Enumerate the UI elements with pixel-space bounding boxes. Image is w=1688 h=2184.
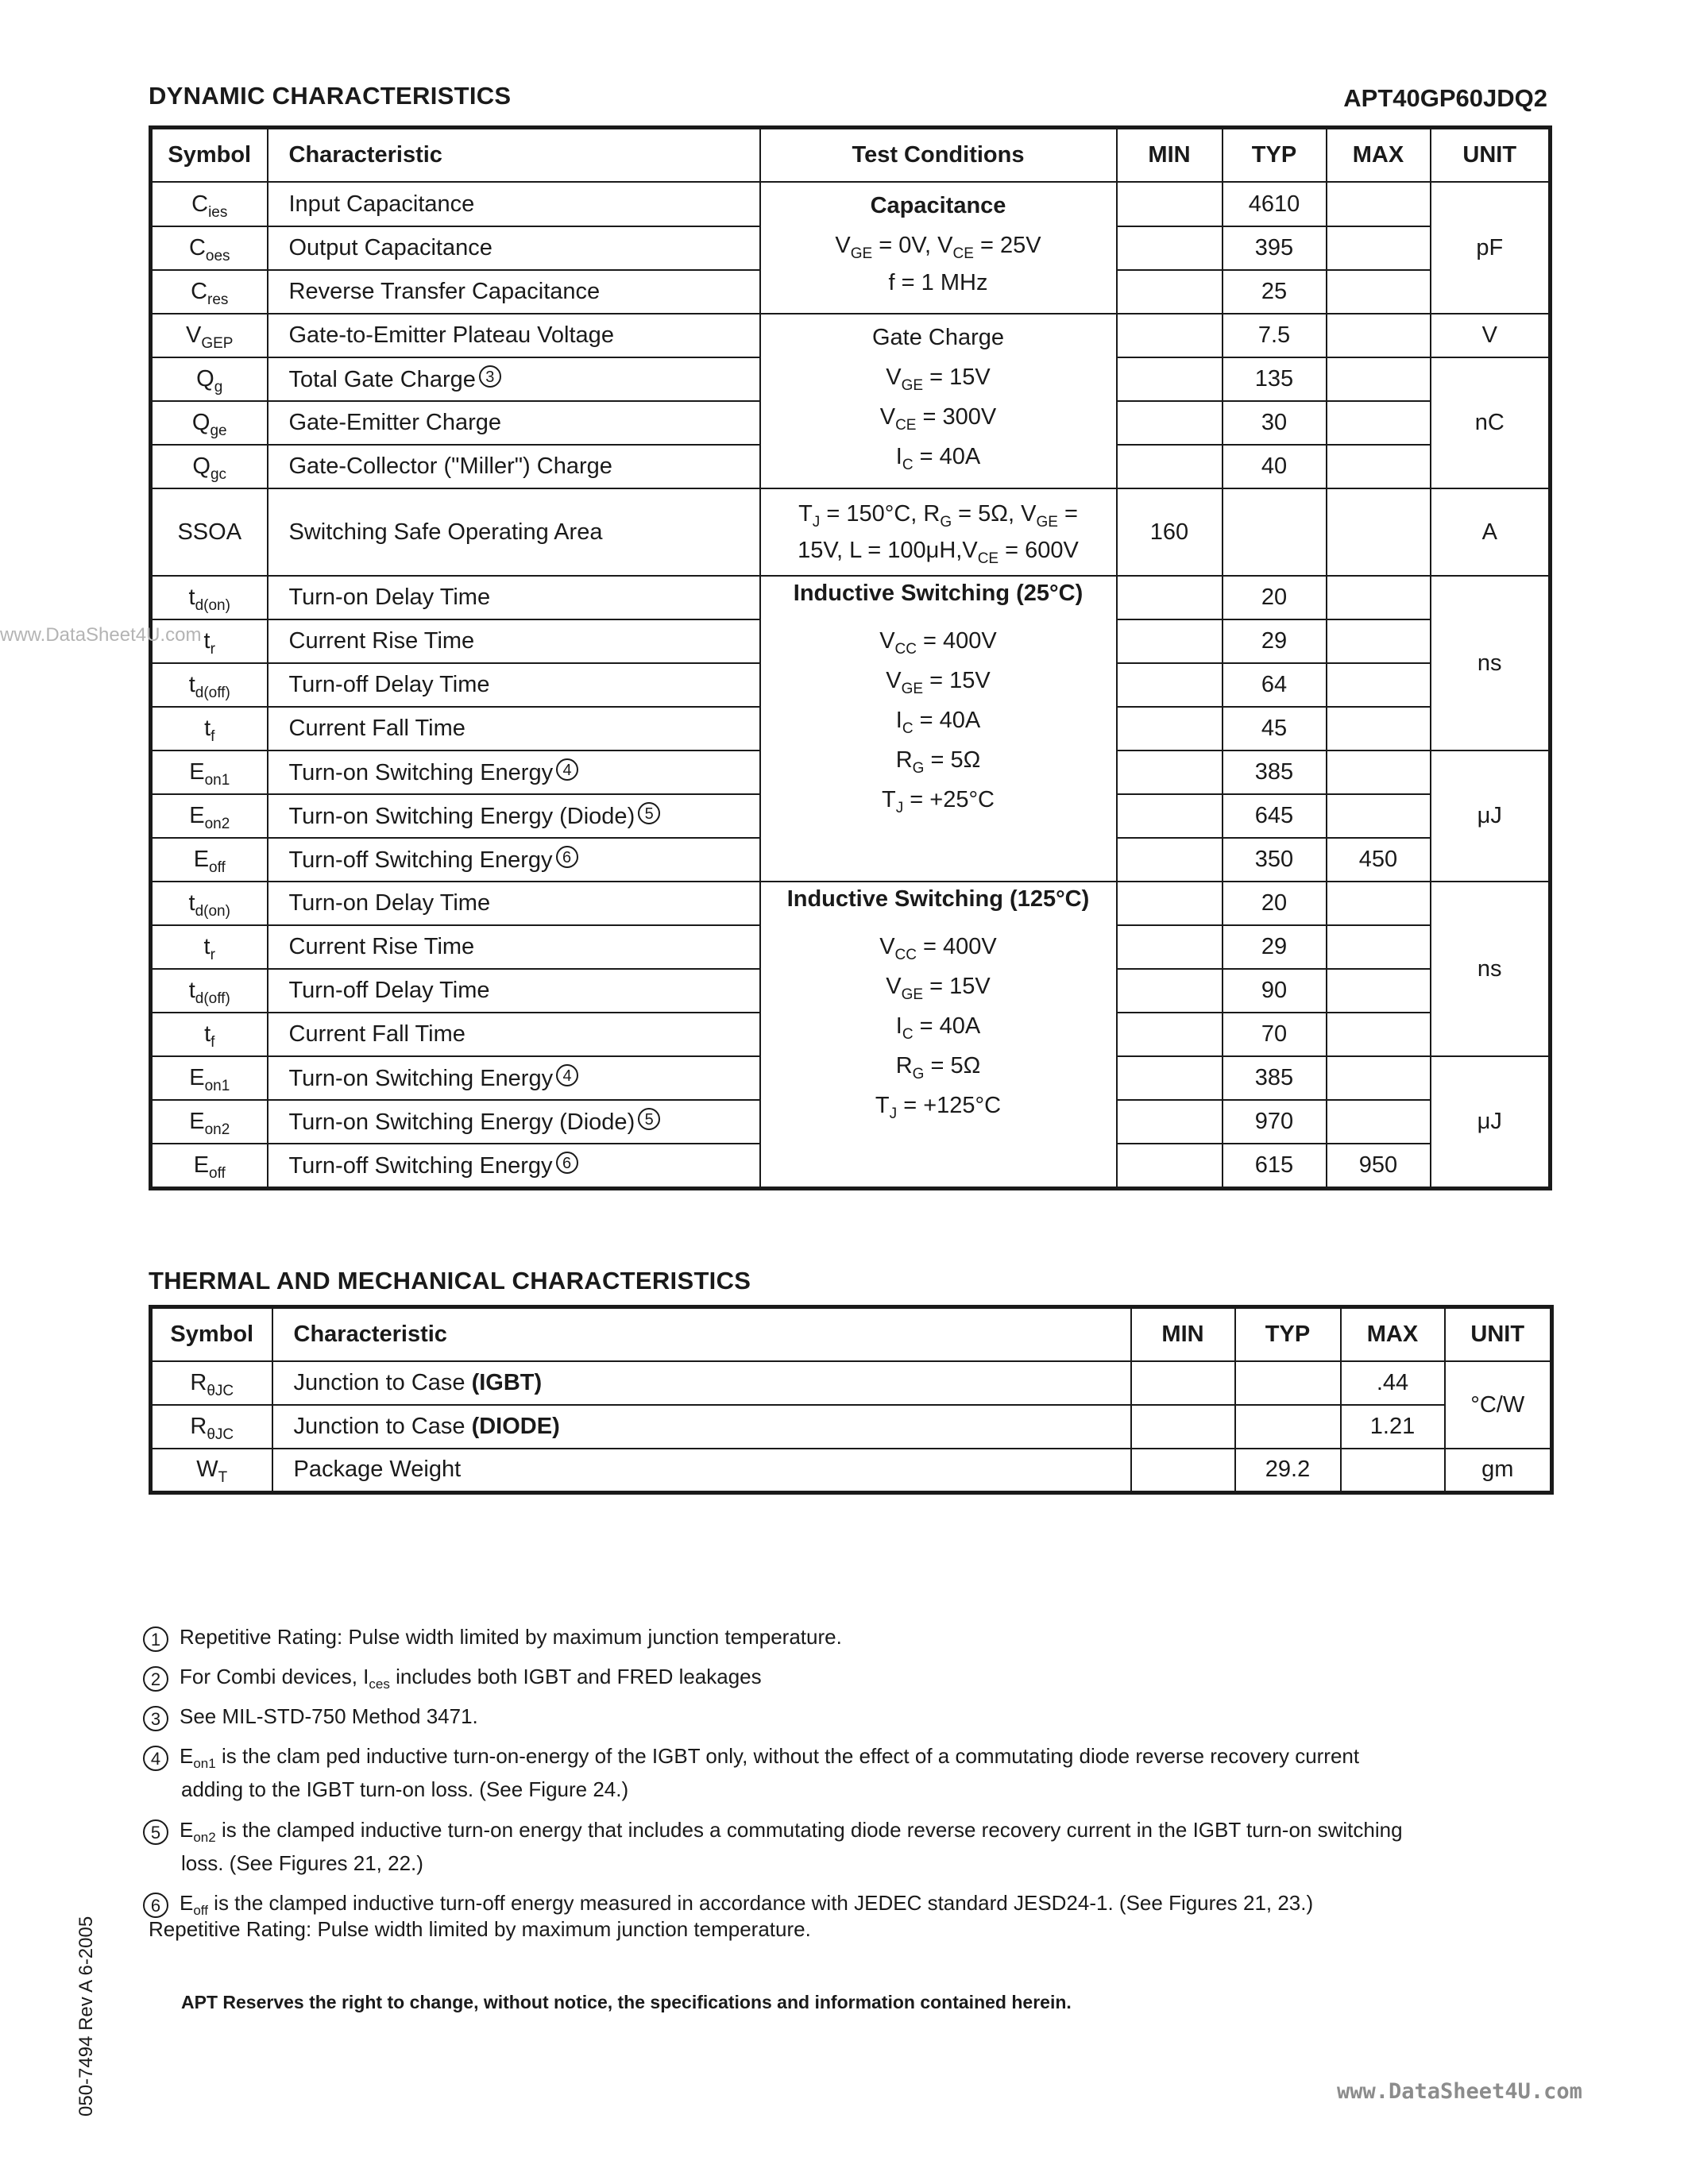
table-row: $C_{res}$ Reverse Transfer Capacitance 25 — [151, 270, 1551, 314]
table-row: $t_{d(on)}$ Turn-on Delay Time Inductive Switching (125°C) $V_{CC} = 400V$ $V_{GE} = 15V$ $I_C = 40A$ $R_G = 5\Omega$ $T_J = +125^\circ C$ 20 ns — [151, 882, 1551, 925]
note-5-icon: 5 — [638, 1108, 660, 1130]
footnote-4: 4 $E_{on1}$ is the clam ped inductive turn-on-energy of the IGBT only, without the effect of a commutating diode reverse recovery current adding to the IGBT turn-on loss. (See Figure 24.) — [143, 1739, 1359, 1806]
footnote-5: 5 $E_{on2}$ is the clamped inductive turn-on energy that includes a commutating diode reverse recovery current in the IGBT turn-on switching loss. (See Figures 21, 22.) — [143, 1813, 1403, 1880]
header-unit: UNIT — [1431, 128, 1551, 183]
note-3-icon: 3 — [479, 365, 501, 388]
table-header-row: Symbol Characteristic MIN TYP MAX UNIT — [151, 1307, 1552, 1362]
watermark-bottom: www.DataSheet4U.com — [1337, 2079, 1582, 2104]
note-6-icon: 6 — [143, 1893, 168, 1918]
unit-cell: μJ — [1431, 1056, 1551, 1188]
table-row: $Q_{gc}$ Gate-Collector ("Miller") Charge 40 — [151, 445, 1551, 488]
footnote-2: 2 For Combi devices, $I_{ces}$ includes both IGBT and FRED leakages — [143, 1660, 762, 1693]
part-number: APT40GP60JDQ2 — [1343, 84, 1547, 112]
unit-cell: ns — [1431, 882, 1551, 1056]
unit-cell: gm — [1445, 1449, 1552, 1492]
header-max: MAX — [1327, 128, 1431, 183]
table-row: $E_{on1}$ Turn-on Switching Energy 4 385 μJ — [151, 1056, 1551, 1100]
header-symbol: Symbol — [151, 128, 268, 183]
unit-cell: A — [1431, 488, 1551, 576]
inductive-25c-conditions: Inductive Switching (25°C) $V_{CC} = 400V$ $V_{GE} = 15V$ $I_C = 40A$ $R_G = 5\Omega$ $T_J = +25^\circ C$ — [760, 576, 1117, 882]
unit-cell: nC — [1431, 357, 1551, 488]
table-row: $t_{d(on)}$ Turn-on Delay Time Inductive Switching (25°C) $V_{CC} = 400V$ $V_{GE} = 15V$ $I_C = 40A$ $R_G = 5\Omega$ $T_J = +25^\circ C$ 20 ns — [151, 576, 1551, 619]
table-row: $t_r$ Current Rise Time 29 — [151, 925, 1551, 969]
characteristic-cell: Input Capacitance — [268, 182, 760, 226]
note-6-icon: 6 — [556, 846, 578, 868]
note-3-icon: 3 — [143, 1706, 168, 1731]
table-row: $E_{on2}$ Turn-on Switching Energy (Diode) 5 645 — [151, 794, 1551, 838]
symbol-cell: $C_{ies}$ — [151, 182, 268, 226]
table-row: $t_r$ Current Rise Time 29 — [151, 619, 1551, 663]
note-1-icon: 1 — [143, 1626, 168, 1652]
capacitance-conditions: Capacitance $V_{GE} = 0V$, $V_{CE} = 25V$ f = 1 MHz — [760, 182, 1117, 314]
unit-cell: °C/W — [1445, 1361, 1552, 1449]
table-row: $Q_{ge}$ Gate-Emitter Charge 30 — [151, 401, 1551, 445]
footnote-1: 1 Repetitive Rating: Pulse width limited by maximum junction temperature. — [143, 1620, 842, 1653]
table-row: $C_{oes}$ Output Capacitance 395 — [151, 226, 1551, 270]
table-row: $E_{off}$ Turn-off Switching Energy 6 350 450 — [151, 838, 1551, 882]
table-row: $R_{\theta JC}$ Junction to Case (DIODE) 1.21 — [151, 1405, 1552, 1449]
footnote-extra: Repetitive Rating: Pulse width limited by maximum junction temperature. — [149, 1917, 811, 1941]
table-row: $E_{off}$ Turn-off Switching Energy 6 615 950 — [151, 1144, 1551, 1188]
table-row: $t_f$ Current Fall Time 70 — [151, 1013, 1551, 1056]
table-row: $t_{d(off)}$ Turn-off Delay Time 90 — [151, 969, 1551, 1013]
table-row: $C_{ies}$ Input Capacitance Capacitance $V_{GE} = 0V$, $V_{CE} = 25V$ f = 1 MHz 4610 pF — [151, 182, 1551, 226]
table-row: $E_{on1}$ Turn-on Switching Energy 4 385 μJ — [151, 751, 1551, 794]
table-row: $V_{GEP}$ Gate-to-Emitter Plateau Voltage Gate Charge $V_{GE} = 15V$ $V_{CE} = 300V$ $I_C = 40A$ 7.5 V — [151, 314, 1551, 357]
table-row: $t_{d(off)}$ Turn-off Delay Time 64 — [151, 663, 1551, 707]
unit-cell: V — [1431, 314, 1551, 357]
header-typ: TYP — [1223, 128, 1327, 183]
dynamic-characteristics-table — [149, 125, 1552, 1190]
note-5-icon: 5 — [143, 1819, 168, 1845]
table-row: $R_{\theta JC}$ Junction to Case (IGBT) .44 °C/W — [151, 1361, 1552, 1405]
table-row: SSOA Switching Safe Operating Area $T_J = 150^\circ C$, $R_G = 5\Omega$, $V_{GE}$ = 15V, $L = 100\mu H,V_{CE} = 600V$ 160 A — [151, 488, 1551, 576]
gate-charge-conditions: Gate Charge $V_{GE} = 15V$ $V_{CE} = 300V$ $I_C = 40A$ — [760, 314, 1117, 488]
unit-cell: μJ — [1431, 751, 1551, 882]
table-row: $Q_g$ Total Gate Charge 3 135 nC — [151, 357, 1551, 401]
note-2-icon: 2 — [143, 1666, 168, 1692]
document-revision: 050-7494 Rev A 6-2005 — [75, 1916, 97, 2116]
note-4-icon: 4 — [556, 1064, 578, 1086]
disclaimer: APT Reserves the right to change, without notice, the specifications and information contained herein. — [181, 1992, 1072, 2012]
unit-cell: ns — [1431, 576, 1551, 751]
header-characteristic: Characteristic — [268, 128, 760, 183]
footnote-6: 6 $E_{off}$ is the clamped inductive turn-off energy measured in accordance with JEDEC standard JESD24-1. (See Figures 21, 23.) — [143, 1886, 1313, 1920]
unit-cell: pF — [1431, 182, 1551, 314]
thermal-characteristics-table — [149, 1305, 1554, 1495]
watermark-left: www.DataSheet4U.com — [0, 624, 202, 646]
note-6-icon: 6 — [556, 1152, 578, 1174]
dynamic-section-title: DYNAMIC CHARACTERISTICS — [149, 82, 512, 110]
table-header-row — [151, 128, 1551, 183]
note-4-icon: 4 — [143, 1746, 168, 1771]
inductive-125c-conditions: Inductive Switching (125°C) $V_{CC} = 400V$ $V_{GE} = 15V$ $I_C = 40A$ $R_G = 5\Omega$ $T_J = +125^\circ C$ — [760, 882, 1117, 1188]
note-5-icon: 5 — [638, 802, 660, 824]
table-row: $E_{on2}$ Turn-on Switching Energy (Diode) 5 970 — [151, 1100, 1551, 1144]
header-test-conditions: Test Conditions — [760, 128, 1117, 183]
thermal-section-title: THERMAL AND MECHANICAL CHARACTERISTICS — [149, 1267, 751, 1295]
ssoa-conditions: $T_J = 150^\circ C$, $R_G = 5\Omega$, $V_{GE}$ = 15V, $L = 100\mu H,V_{CE} = 600V$ — [760, 488, 1117, 576]
note-4-icon: 4 — [556, 758, 578, 781]
footnote-3: 3 See MIL-STD-750 Method 3471. — [143, 1700, 478, 1733]
header-min: MIN — [1117, 128, 1223, 183]
table-row: $t_f$ Current Fall Time 45 — [151, 707, 1551, 751]
table-row: $W_T$ Package Weight 29.2 gm — [151, 1449, 1552, 1492]
